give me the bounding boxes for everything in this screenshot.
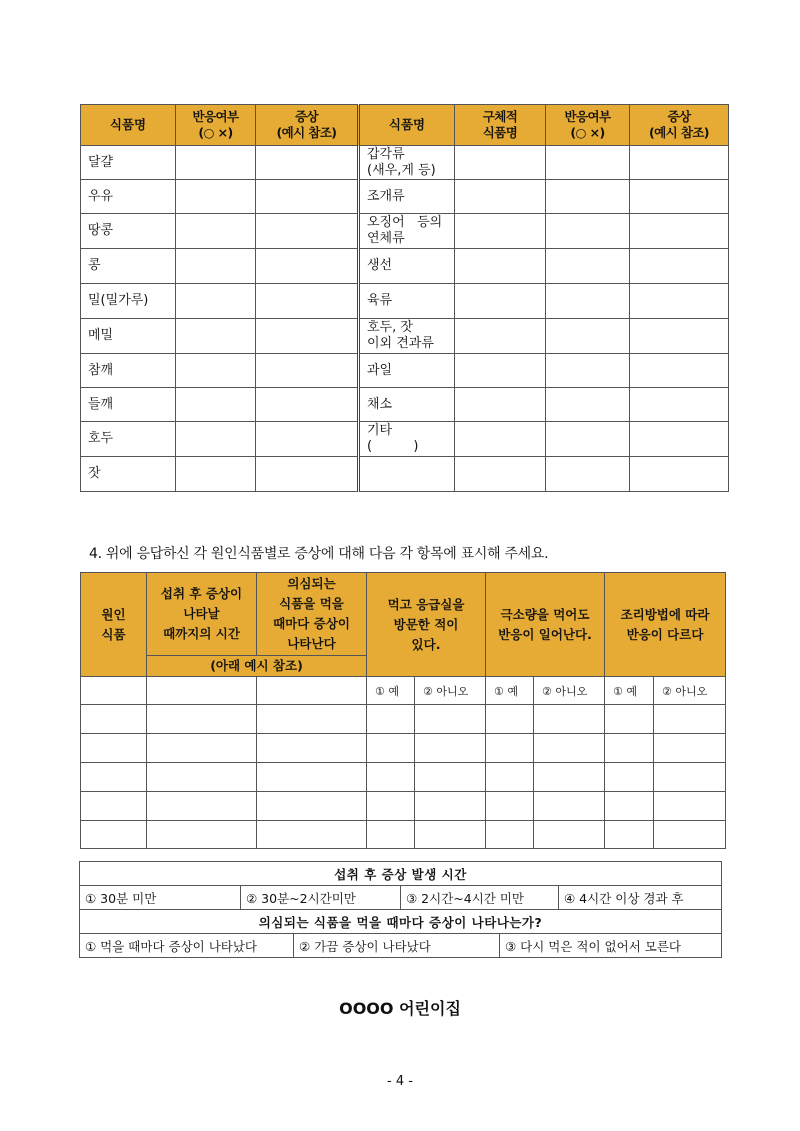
symptom-cell[interactable]	[256, 146, 359, 180]
table-cell[interactable]	[147, 763, 257, 792]
food-label: 달걀	[81, 146, 176, 180]
specific-food-cell[interactable]	[455, 214, 546, 249]
food-label: 땅콩	[81, 214, 176, 249]
symptom-cell[interactable]	[256, 388, 359, 422]
symptom-cell[interactable]	[256, 214, 359, 249]
table-cell[interactable]	[147, 734, 257, 763]
time-example-title: 섭취 후 증상 발생 시간	[80, 862, 722, 886]
reaction-cell[interactable]	[546, 388, 630, 422]
reaction-cell[interactable]	[546, 180, 630, 214]
header-symptom-right: 증상 (예시 참조)	[630, 105, 729, 146]
header-reaction: 반응여부 (○ ×)	[176, 105, 256, 146]
table-cell[interactable]	[257, 763, 367, 792]
suspect-option-3: ③ 다시 먹은 적이 없어서 모른다	[500, 934, 722, 958]
header-cooking-method: 조리방법에 따라 반응이 다르다	[605, 573, 726, 677]
table-cell[interactable]	[605, 705, 654, 734]
header-suspect-food: 의심되는 식품을 먹을 때마다 증상이 나타난다	[257, 573, 367, 656]
specific-food-cell[interactable]	[455, 319, 546, 354]
header-er-visit: 먹고 응급실을 방문한 적이 있다.	[367, 573, 486, 677]
page-number: - 4 -	[387, 1074, 413, 1089]
table-cell[interactable]	[534, 792, 605, 821]
example-reference-table	[79, 861, 722, 958]
table-cell[interactable]	[415, 792, 486, 821]
food-label-right: 오징어 등의 연체류	[359, 214, 455, 249]
food-label-right: 조개류	[359, 180, 455, 214]
reaction-cell[interactable]	[176, 354, 256, 388]
food-label: 밀(밀가루)	[81, 284, 176, 319]
table-cell[interactable]	[367, 734, 415, 763]
reaction-cell[interactable]	[546, 457, 630, 492]
table-cell[interactable]	[605, 763, 654, 792]
table-cell[interactable]	[534, 763, 605, 792]
table-cell[interactable]	[415, 734, 486, 763]
symptom-cell[interactable]	[256, 354, 359, 388]
symptom-cell[interactable]	[630, 214, 729, 249]
table-cell[interactable]	[415, 705, 486, 734]
reaction-cell[interactable]	[546, 146, 630, 180]
table-cell[interactable]	[534, 734, 605, 763]
specific-food-cell[interactable]	[455, 284, 546, 319]
table-cell[interactable]	[415, 821, 486, 849]
time-option-3: ③ 2시간~4시간 미만	[401, 886, 559, 910]
table-cell[interactable]	[257, 705, 367, 734]
header-tiny-amount: 극소량을 먹어도 반응이 일어난다.	[486, 573, 605, 677]
symptom-cell[interactable]	[630, 284, 729, 319]
reaction-cell[interactable]	[176, 180, 256, 214]
table-cell[interactable]	[147, 705, 257, 734]
symptom-cell[interactable]	[630, 319, 729, 354]
reaction-cell[interactable]	[176, 214, 256, 249]
table-cell[interactable]	[486, 734, 534, 763]
reaction-cell[interactable]	[546, 214, 630, 249]
reaction-cell[interactable]	[546, 284, 630, 319]
symptom-cell[interactable]	[630, 457, 729, 492]
table-cell[interactable]	[534, 821, 605, 849]
food-label-right	[359, 457, 455, 492]
er-no-option[interactable]: ② 아니오	[415, 677, 486, 705]
food-label-right: 기타 ( )	[359, 422, 455, 457]
table-cell[interactable]	[605, 821, 654, 849]
table-cell[interactable]	[486, 705, 534, 734]
question-4-text: 4. 위에 응답하신 각 원인식품별로 증상에 대해 다음 각 항목에 표시해 주세요.	[89, 546, 549, 562]
daycare-name: OOOO 어린이집	[339, 999, 461, 1018]
specific-food-cell[interactable]	[455, 388, 546, 422]
table-cell[interactable]	[534, 705, 605, 734]
suspect-example-title: 의심되는 식품을 먹을 때마다 증상이 나타나는가?	[80, 910, 722, 934]
table-cell[interactable]	[257, 792, 367, 821]
header-see-example: (아래 예시 참조)	[147, 656, 367, 677]
symptom-cell[interactable]	[630, 249, 729, 284]
cause-food-cell[interactable]	[81, 677, 147, 705]
food-label: 들깨	[81, 388, 176, 422]
suspect-option-1: ① 먹을 때마다 증상이 나타났다	[80, 934, 294, 958]
food-label-right: 갑각류 (새우,게 등)	[359, 146, 455, 180]
allergy-food-table	[80, 104, 729, 492]
table-cell[interactable]	[486, 763, 534, 792]
table-cell[interactable]	[654, 763, 726, 792]
reaction-cell[interactable]	[176, 319, 256, 354]
reaction-cell[interactable]	[176, 284, 256, 319]
table-cell[interactable]	[415, 763, 486, 792]
table-cell[interactable]	[654, 734, 726, 763]
table-cell[interactable]	[81, 792, 147, 821]
header-onset-time: 섭취 후 증상이 나타날 때까지의 시간	[147, 573, 257, 656]
table-cell[interactable]	[486, 792, 534, 821]
food-label-right: 과일	[359, 354, 455, 388]
table-cell[interactable]	[257, 821, 367, 849]
specific-food-cell[interactable]	[455, 146, 546, 180]
table-cell[interactable]	[147, 821, 257, 849]
symptom-cell[interactable]	[630, 180, 729, 214]
food-label-right: 채소	[359, 388, 455, 422]
symptom-cell[interactable]	[256, 284, 359, 319]
symptom-cell[interactable]	[256, 457, 359, 492]
table-cell[interactable]	[81, 705, 147, 734]
cook-no-option[interactable]: ② 아니오	[654, 677, 726, 705]
reaction-cell[interactable]	[176, 422, 256, 457]
food-label: 참깨	[81, 354, 176, 388]
food-label: 잣	[81, 457, 176, 492]
table-cell[interactable]	[367, 821, 415, 849]
tiny-yes-option[interactable]: ① 예	[486, 677, 534, 705]
header-symptom: 증상 (예시 참조)	[256, 105, 359, 146]
suspect-cell[interactable]	[257, 677, 367, 705]
cook-yes-option[interactable]: ① 예	[605, 677, 654, 705]
time-option-1: ① 30분 미만	[80, 886, 241, 910]
onset-time-cell[interactable]	[147, 677, 257, 705]
table-cell[interactable]	[654, 792, 726, 821]
table-cell[interactable]	[81, 763, 147, 792]
table-cell[interactable]	[367, 792, 415, 821]
tiny-no-option[interactable]: ② 아니오	[534, 677, 605, 705]
symptom-detail-table	[80, 572, 726, 849]
table-cell[interactable]	[367, 763, 415, 792]
reaction-cell[interactable]	[176, 249, 256, 284]
symptom-cell[interactable]	[630, 354, 729, 388]
table-cell[interactable]	[605, 792, 654, 821]
er-yes-option[interactable]: ① 예	[367, 677, 415, 705]
specific-food-cell[interactable]	[455, 180, 546, 214]
reaction-cell[interactable]	[176, 388, 256, 422]
food-label: 콩	[81, 249, 176, 284]
header-food-name: 식품명	[81, 105, 176, 146]
table-cell[interactable]	[147, 792, 257, 821]
reaction-cell[interactable]	[546, 354, 630, 388]
table-cell[interactable]	[486, 821, 534, 849]
food-label-right: 생선	[359, 249, 455, 284]
specific-food-cell[interactable]	[455, 457, 546, 492]
table-cell[interactable]	[367, 705, 415, 734]
reaction-cell[interactable]	[176, 146, 256, 180]
header-reaction-right: 반응여부 (○ ×)	[546, 105, 630, 146]
header-food-name-right: 식품명	[359, 105, 455, 146]
table-cell[interactable]	[654, 705, 726, 734]
reaction-cell[interactable]	[176, 457, 256, 492]
symptom-cell[interactable]	[630, 422, 729, 457]
food-label: 우유	[81, 180, 176, 214]
table-cell[interactable]	[81, 821, 147, 849]
reaction-cell[interactable]	[546, 249, 630, 284]
food-label: 호두	[81, 422, 176, 457]
suspect-option-2: ② 가끔 증상이 나타났다	[294, 934, 500, 958]
header-cause-food: 원인 식품	[81, 573, 147, 677]
table-cell[interactable]	[257, 734, 367, 763]
food-label-right: 육류	[359, 284, 455, 319]
symptom-cell[interactable]	[630, 388, 729, 422]
specific-food-cell[interactable]	[455, 249, 546, 284]
time-option-4: ④ 4시간 이상 경과 후	[559, 886, 722, 910]
symptom-cell[interactable]	[256, 319, 359, 354]
specific-food-cell[interactable]	[455, 422, 546, 457]
food-label: 메밀	[81, 319, 176, 354]
food-label-right: 호두, 잣 이외 견과류	[359, 319, 455, 354]
reaction-cell[interactable]	[546, 319, 630, 354]
table-cell[interactable]	[654, 821, 726, 849]
symptom-cell[interactable]	[256, 422, 359, 457]
table-cell[interactable]	[605, 734, 654, 763]
time-option-2: ② 30분~2시간미만	[241, 886, 401, 910]
table-cell[interactable]	[81, 734, 147, 763]
symptom-cell[interactable]	[256, 249, 359, 284]
symptom-cell[interactable]	[630, 146, 729, 180]
reaction-cell[interactable]	[546, 422, 630, 457]
symptom-cell[interactable]	[256, 180, 359, 214]
header-specific-food: 구체적 식품명	[455, 105, 546, 146]
specific-food-cell[interactable]	[455, 354, 546, 388]
